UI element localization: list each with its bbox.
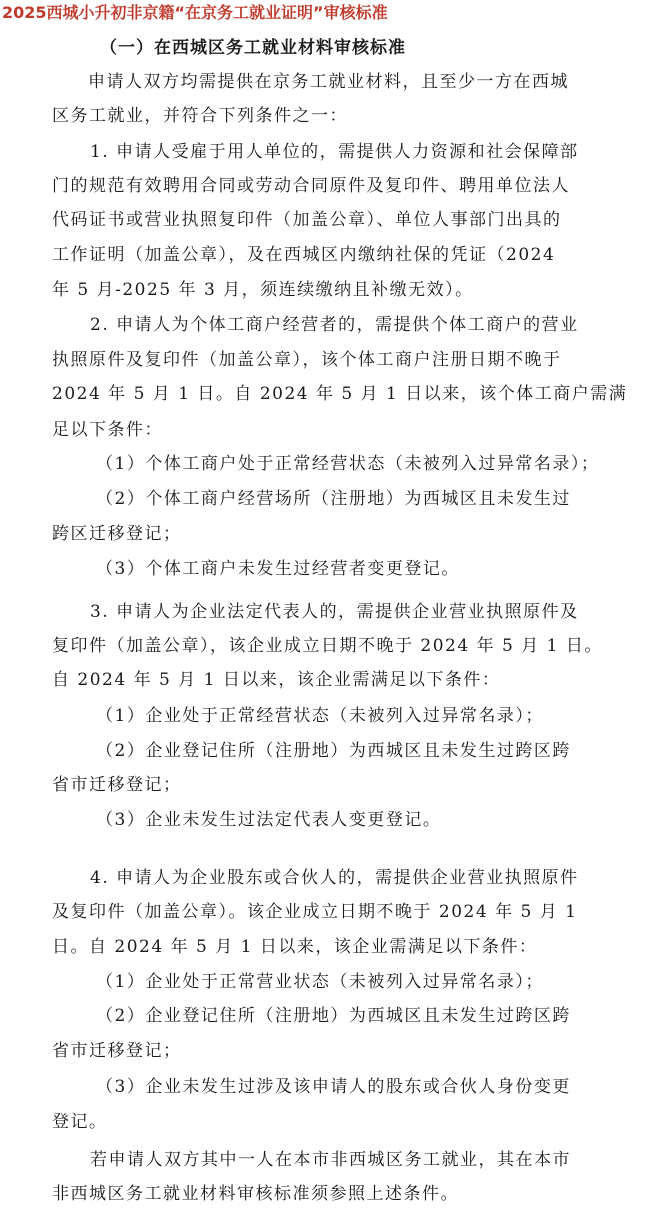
paragraph-line: （3）企业未发生过法定代表人变更登记。 [96,810,442,830]
paragraph-line: 工作证明（加盖公章），及在西城区内缴纳社保的凭证（2024 [52,245,556,265]
paragraph-line: 年 5 月-2025 年 3 月，须连续缴纳且补缴无效）。 [52,280,474,300]
paragraph-line: （3）企业未发生过涉及该申请人的股东或合伙人身份变更 [96,1077,571,1097]
paragraph-line: 日。自 2024 年 5 月 1 日以来，该企业需满足以下条件： [52,937,538,957]
paragraph-line: 申请人双方均需提供在京务工就业材料，且至少一方在西城 [88,72,569,92]
paragraph-line: 4. 申请人为企业股东或合伙人的，需提供企业营业执照原件 [90,868,579,888]
paragraph-line: 及复印件（加盖公章）。该企业成立日期不晚于 2024 年 5 月 1 [52,902,578,922]
paragraph-line: 执照原件及复印件（加盖公章），该个体工商户注册日期不晚于 [52,350,562,370]
paragraph-line: （2）企业登记住所（注册地）为西城区且未发生过跨区跨 [96,741,571,761]
paragraph-line: 2. 申请人为个体工商户经营者的，需提供个体工商户的营业 [90,315,579,335]
paragraph-line: 自 2024 年 5 月 1 日以来，该企业需满足以下条件： [52,670,501,690]
paragraph-line: 区务工就业，并符合下列条件之一： [52,106,348,126]
paragraph-line: 非西城区务工就业材料审核标准须参照上述条件。 [52,1184,459,1204]
paragraph-line: 3. 申请人为企业法定代表人的，需提供企业营业执照原件及 [90,602,579,622]
section-heading: （一）在西城区务工就业材料审核标准 [100,38,406,58]
paragraph-line: 若申请人双方其中一人在本市非西城区务工就业，其在本市 [90,1150,571,1170]
paragraph-line: 复印件（加盖公章），该企业成立日期不晚于 2024 年 5 月 1 日。 [52,636,603,656]
paragraph-line: （2）个体工商户经营场所（注册地）为西城区且未发生过 [96,489,571,509]
paragraph-line: 代码证书或营业执照复印件（加盖公章）、单位人事部门出具的 [52,210,562,230]
page-title: 2025西城小升初非京籍“在京务工就业证明”审核标准 [2,3,388,22]
paragraph-line: 登记。 [52,1112,108,1132]
paragraph-line: 跨区迁移登记； [52,524,182,544]
paragraph-line: （1）企业处于正常营业状态（未被列入过异常名录）； [96,972,544,992]
paragraph-line: 2024 年 5 月 1 日。自 2024 年 5 月 1 日以来，该个体工商户需满 [52,384,628,404]
paragraph-line: 1. 申请人受雇于用人单位的，需提供人力资源和社会保障部 [90,142,579,162]
paragraph-line: （3）个体工商户未发生过经营者变更登记。 [96,559,460,579]
paragraph-line: 足以下条件： [52,420,163,440]
paragraph-line: （1）个体工商户处于正常经营状态（未被列入过异常名录）； [96,454,600,474]
paragraph-line: （1）企业处于正常经营状态（未被列入过异常名录）； [96,706,544,726]
paragraph-line: 省市迁移登记； [52,775,182,795]
paragraph-line: 省市迁移登记； [52,1041,182,1061]
paragraph-line: （2）企业登记住所（注册地）为西城区且未发生过跨区跨 [96,1006,571,1026]
paragraph-line: 门的规范有效聘用合同或劳动合同原件及复印件、聘用单位法人 [52,176,570,196]
